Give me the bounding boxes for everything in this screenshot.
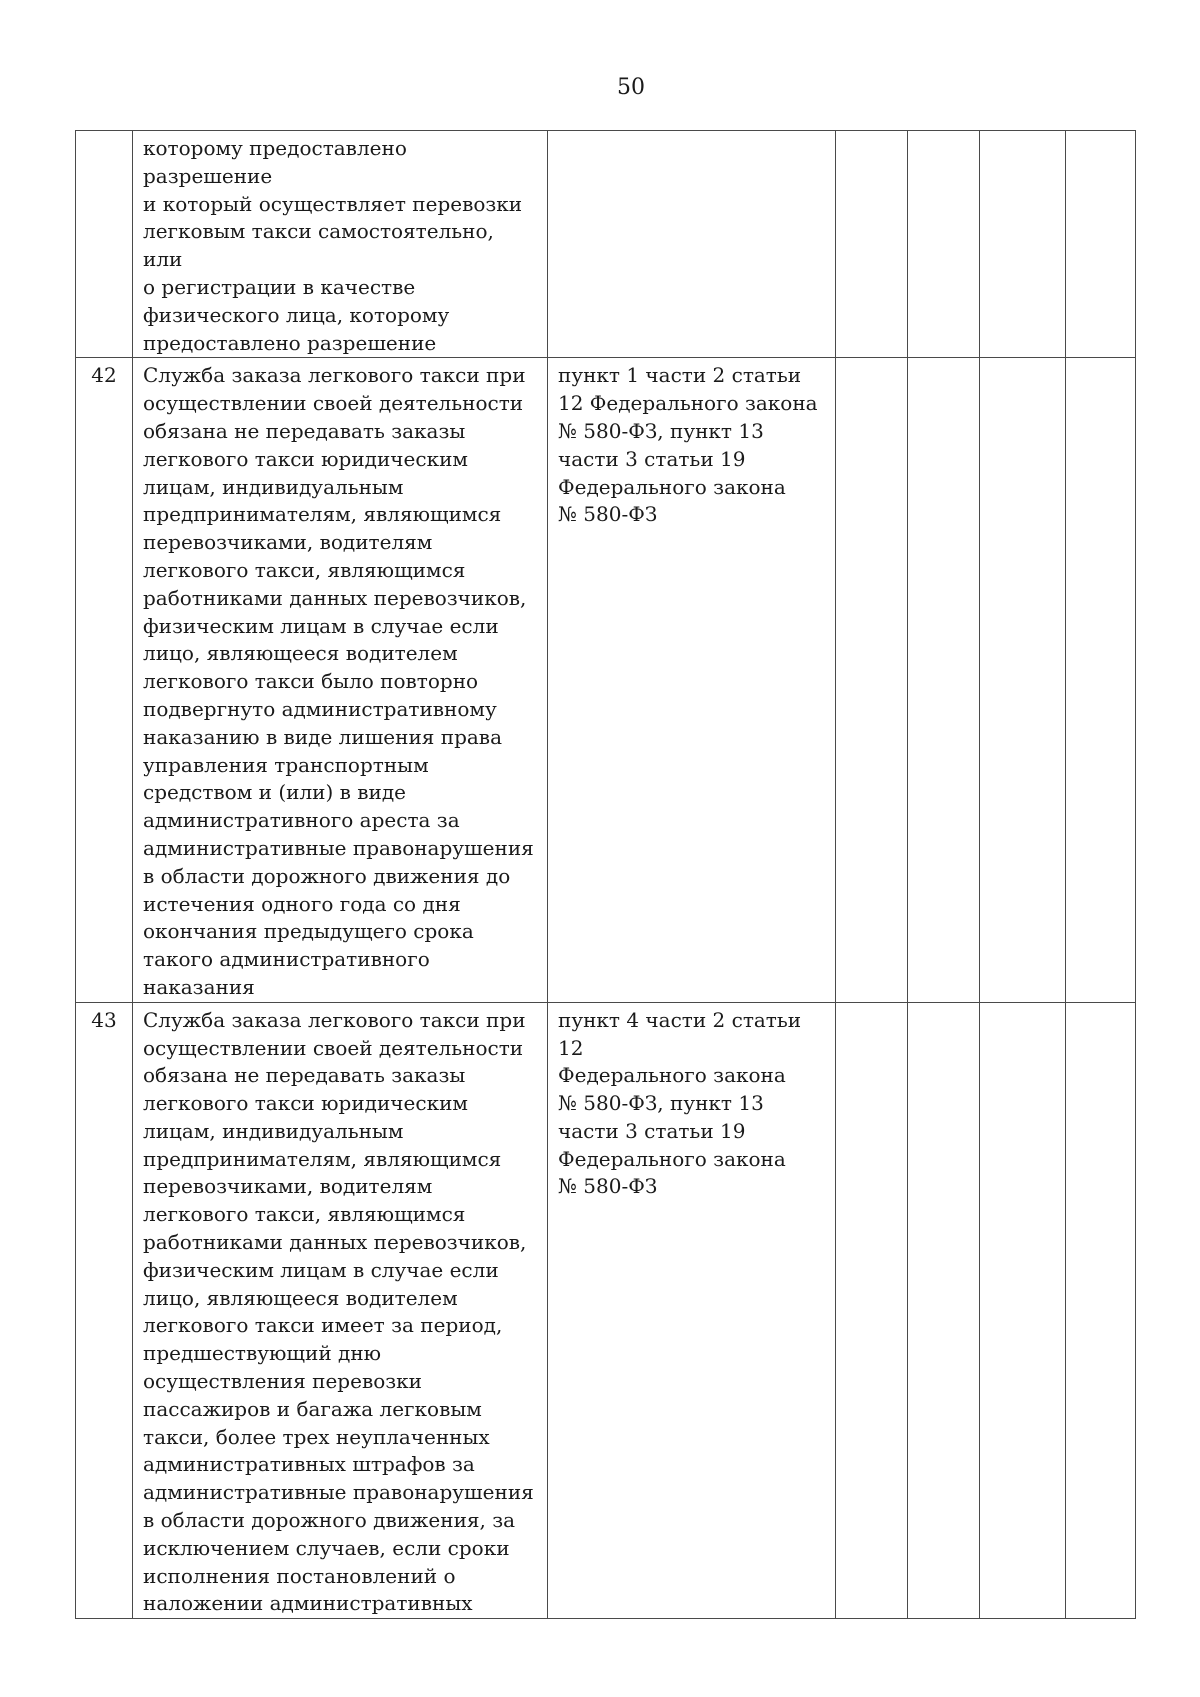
answer-cell xyxy=(836,358,908,1002)
requirement-cell xyxy=(133,1002,548,1619)
legal-basis-cell xyxy=(548,131,836,358)
table-row xyxy=(76,358,1136,1002)
answer-cell xyxy=(980,358,1066,1002)
row-number-cell xyxy=(76,131,133,358)
note-cell xyxy=(1066,1002,1136,1619)
answer-cell xyxy=(908,1002,980,1619)
legal-basis-cell xyxy=(548,1002,836,1619)
answer-cell xyxy=(980,131,1066,358)
requirement-text: которому предоставлено разрешение и который осуществляет перевозки легковым такси самостоятельно, или о регистрации в качестве физического лица, которому предоставлено разрешение xyxy=(143,136,523,355)
answer-cell xyxy=(908,131,980,358)
row-number-cell xyxy=(76,1002,133,1619)
requirement-text: Служба заказа легкового такси при осуществлении своей деятельности обязана не передавать заказы легкового такси юридическим лицам, индивидуальным предпринимателям, являющимся перевозчиками, водителям легкового такси, являющимся работниками данных перевозчиков, физическим лицам в случае если лицо, являющееся водителем легкового такси было повторно подвергнуто административному наказанию в виде лишения права управления транспортным средством и (или) в виде административного ареста за административные правонарушения в области дорожного движения до истечения одного года со дня окончания предыдущего срока такого административного наказания xyxy=(143,363,534,999)
requirement-text: Служба заказа легкового такси при осуществлении своей деятельности обязана не передавать заказы легкового такси юридическим лицам, индивидуальным предпринимателям, являющимся перевозчиками, водителям легкового такси, являющимся работниками данных перевозчиков, физическим лицам в случае если лицо, являющееся водителем легкового такси имеет за период, предшествующий дню осуществления перевозки пассажиров и багажа легковым такси, более трех неуплаченных административных штрафов за административные правонарушения в области дорожного движения, за исключением случаев, если сроки исполнения постановлений о наложении административных xyxy=(143,1007,534,1616)
note-cell xyxy=(1066,358,1136,1002)
checklist-table xyxy=(75,130,1136,1619)
requirement-cell xyxy=(133,131,548,358)
legal-basis-text: пункт 4 части 2 статьи 12 Федерального закона № 580-ФЗ, пункт 13 части 3 статьи 19 Федерального закона № 580-ФЗ xyxy=(558,1007,802,1199)
legal-basis-cell xyxy=(548,358,836,1002)
answer-cell xyxy=(908,358,980,1002)
table-row xyxy=(76,1002,1136,1619)
answer-cell xyxy=(836,131,908,358)
note-cell xyxy=(1066,131,1136,358)
answer-cell xyxy=(980,1002,1066,1619)
answer-cell xyxy=(836,1002,908,1619)
table-row xyxy=(76,131,1136,358)
row-number: 43 xyxy=(91,1007,117,1032)
row-number: 42 xyxy=(91,363,117,388)
legal-basis-text: пункт 1 части 2 статьи 12 Федерального закона № 580-ФЗ, пункт 13 части 3 статьи 19 Федерального закона № 580-ФЗ xyxy=(558,363,818,527)
page-number: 50 xyxy=(617,75,645,100)
row-number-cell xyxy=(76,358,133,1002)
requirement-cell xyxy=(133,358,548,1002)
